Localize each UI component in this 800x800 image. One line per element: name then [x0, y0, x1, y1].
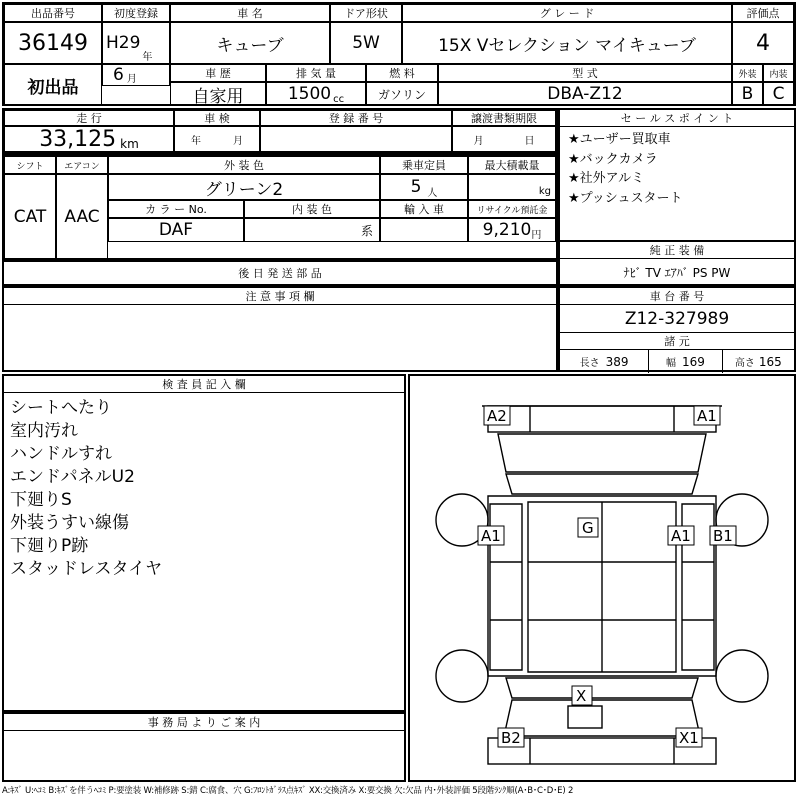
genuine-equip-block	[558, 240, 796, 286]
width-label: 幅	[665, 358, 676, 369]
exterior-grade-label: 外装	[732, 64, 763, 82]
inspector-line: エンドパネルU2	[10, 466, 135, 487]
sales-point-item: ★バックカメラ	[568, 151, 658, 167]
load-value	[468, 174, 556, 200]
fuel-value	[366, 82, 438, 106]
interior-color-value	[244, 218, 380, 242]
first-listing-text: 初出品	[27, 78, 79, 98]
door-shape-label: ドア形状	[330, 4, 402, 22]
inspector-lines	[4, 393, 404, 581]
diagram-mark-g: G	[582, 519, 594, 537]
legend-text: A:ｷｽﾞ U:ﾍｺﾐ B:ｷｽﾞを伴うﾍｺﾐ P:要塗装 W:補修跡 S:錆 C:腐食、穴 G:ﾌﾛﾝﾄｶﾞﾗｽ点ｷｽﾞ XX:交換済み X:要交換 欠:欠品 内･外装評価 5段階ﾗﾝｸ順(A･B･C･D･E) 2	[2, 786, 574, 796]
shaken-label: 車 検	[174, 110, 260, 126]
first-reg-year-unit: 年	[142, 52, 153, 63]
import-value	[380, 218, 468, 242]
sales-point-item: ★プッシュスタート	[568, 190, 683, 206]
displacement-text: 1500	[287, 84, 332, 104]
caution-body	[4, 305, 556, 372]
car-diagram-svg	[410, 376, 794, 780]
mileage-unit: km	[120, 137, 139, 151]
aircon-value	[56, 174, 108, 260]
office-label: 事 務 局 よ り ご 案 内	[4, 714, 404, 731]
shaken-value	[174, 126, 260, 152]
reg-no-label: 登 録 番 号	[260, 110, 452, 126]
recycle-text: 9,210	[482, 220, 532, 240]
car-name-label: 車 名	[170, 4, 330, 22]
score-text: 4	[756, 30, 770, 56]
fuel-label: 燃 料	[366, 64, 438, 82]
diagram-mark-b1: B1	[713, 527, 733, 545]
height-label: 高さ	[734, 358, 755, 369]
inspector-line: シートへたり	[10, 398, 112, 418]
shaken-year-unit: 年	[191, 135, 201, 147]
recycle-label: リサイクル預託金	[468, 200, 556, 218]
transfer-day-unit: 日	[524, 135, 535, 147]
displacement-label: 排 気 量	[266, 64, 366, 82]
length-label: 長さ	[579, 358, 600, 369]
shaken-month-unit: 月	[233, 135, 243, 147]
history-text: 自家用	[192, 86, 244, 107]
door-shape-value	[330, 22, 402, 64]
height-value: 165	[758, 354, 782, 369]
caution-block	[2, 286, 558, 372]
aircon-label: エアコン	[56, 156, 108, 174]
color-no-label: カ ラ ー No.	[108, 200, 244, 218]
exterior-grade-value	[732, 82, 763, 106]
interior-grade-text: C	[772, 84, 785, 104]
lot-no-value	[4, 22, 102, 64]
dimension-label: 諸 元	[560, 333, 794, 350]
chassis-label: 車 台 番 号	[560, 288, 794, 305]
displacement-unit: cc	[333, 94, 345, 105]
first-reg-month-unit: 月	[126, 74, 137, 85]
mileage-value	[4, 126, 174, 152]
inspector-line: ハンドルすれ	[10, 443, 112, 464]
header-block	[2, 2, 796, 106]
load-label: 最大積載量	[468, 156, 556, 174]
diagram-mark-a1-top: A1	[697, 407, 717, 425]
length-value: 389	[605, 354, 629, 369]
diagram-mark-a2: A2	[487, 407, 507, 425]
grade-label: グ レ ー ド	[402, 4, 732, 22]
first-reg-value	[102, 22, 170, 64]
reg-no-value	[260, 126, 452, 152]
later-parts-block	[2, 260, 558, 286]
transfer-value	[452, 126, 556, 152]
inspector-block	[2, 374, 406, 712]
first-listing-cell	[4, 64, 102, 106]
lot-no-text: 36149	[18, 30, 88, 56]
office-block	[2, 712, 406, 782]
first-reg-label: 初度登録	[102, 4, 170, 22]
genuine-equip-text: ﾅﾋﾞ TV ｴｱﾊﾞ PS PW	[623, 266, 731, 280]
fuel-text: ガソリン	[377, 87, 426, 102]
caution-label: 注 意 事 項 欄	[4, 288, 556, 305]
shift-label: シフト	[4, 156, 56, 174]
later-parts-label: 後 日 発 送 部 品	[238, 267, 322, 280]
door-shape-text: 5W	[352, 33, 380, 53]
transfer-label: 譲渡書類期限	[452, 110, 556, 126]
model-text: DBA-Z12	[547, 84, 623, 104]
interior-grade-label: 内装	[763, 64, 794, 82]
import-label: 輸 入 車	[380, 200, 468, 218]
color-no-value	[108, 218, 244, 242]
transfer-month-unit: 月	[473, 135, 484, 147]
score-label: 評価点	[732, 4, 794, 22]
score-value	[732, 22, 794, 64]
sales-point-list	[560, 127, 794, 208]
diagram-mark-x1: X1	[679, 729, 699, 747]
width-value: 169	[681, 354, 705, 369]
diagram-mark-b2: B2	[501, 729, 521, 747]
first-reg-month-text: 6	[113, 65, 124, 85]
interior-color-text: 系	[360, 224, 373, 238]
interior-color-label: 内 装 色	[244, 200, 380, 218]
chassis-no-text: Z12-327989	[624, 308, 730, 329]
recycle-value	[468, 218, 556, 242]
seats-text: 5	[410, 177, 422, 197]
inspector-line: 外装うすい線傷	[10, 512, 129, 533]
car-name-value	[170, 22, 330, 64]
diagram-mark-a1-right: A1	[671, 527, 691, 545]
seats-unit: 人	[427, 188, 438, 199]
chassis-block	[558, 286, 796, 372]
mileage-block	[2, 108, 558, 154]
office-body	[4, 731, 404, 782]
inspector-label: 検 査 員 記 入 欄	[4, 376, 404, 393]
inspector-line: スタッドレスタイヤ	[10, 558, 163, 579]
mileage-label: 走 行	[4, 110, 174, 126]
inspector-line: 下廻りP跡	[10, 535, 89, 556]
shift-value	[4, 174, 56, 260]
seats-value	[380, 174, 468, 200]
lot-no-label: 出品番号	[4, 4, 102, 22]
inspector-line: 下廻りS	[10, 489, 72, 510]
interior-grade-value	[763, 82, 794, 106]
load-unit: kg	[538, 186, 551, 197]
first-reg-month-cell	[102, 64, 170, 86]
aircon-text: AAC	[64, 207, 100, 227]
inspector-line: 室内汚れ	[10, 420, 78, 441]
grade-value	[402, 22, 732, 64]
seats-label: 乗車定員	[380, 156, 468, 174]
exterior-color-text: グリーン2	[204, 179, 284, 200]
displacement-value	[266, 82, 366, 106]
car-name-text: キューブ	[216, 35, 284, 56]
exterior-color-value	[108, 174, 380, 200]
color-no-text: DAF	[158, 220, 194, 240]
diagram-mark-x: X	[576, 687, 587, 705]
history-value	[170, 82, 266, 106]
mileage-text: 33,125	[39, 126, 117, 152]
recycle-unit: 円	[531, 230, 542, 241]
shift-text: CAT	[13, 207, 47, 227]
car-diagram-block	[408, 374, 796, 782]
exterior-grade-text: B	[741, 84, 754, 104]
genuine-equip-label: 純 正 装 備	[560, 242, 794, 259]
exterior-color-label: 外 装 色	[108, 156, 380, 174]
sales-point-item: ★ユーザー買取車	[568, 132, 671, 147]
model-value	[438, 82, 732, 106]
diagram-mark-a1-left: A1	[481, 527, 501, 545]
sales-point-label: セ ー ル ス ポ イ ン ト	[560, 110, 794, 127]
spec-block	[2, 154, 558, 260]
model-label: 型 式	[438, 64, 732, 82]
sales-point-item: ★社外アルミ	[568, 171, 645, 186]
grade-text: 15X Vセレクション マイキューブ	[438, 35, 696, 56]
first-reg-era-text: H29	[106, 33, 141, 53]
history-label: 車 歴	[170, 64, 266, 82]
